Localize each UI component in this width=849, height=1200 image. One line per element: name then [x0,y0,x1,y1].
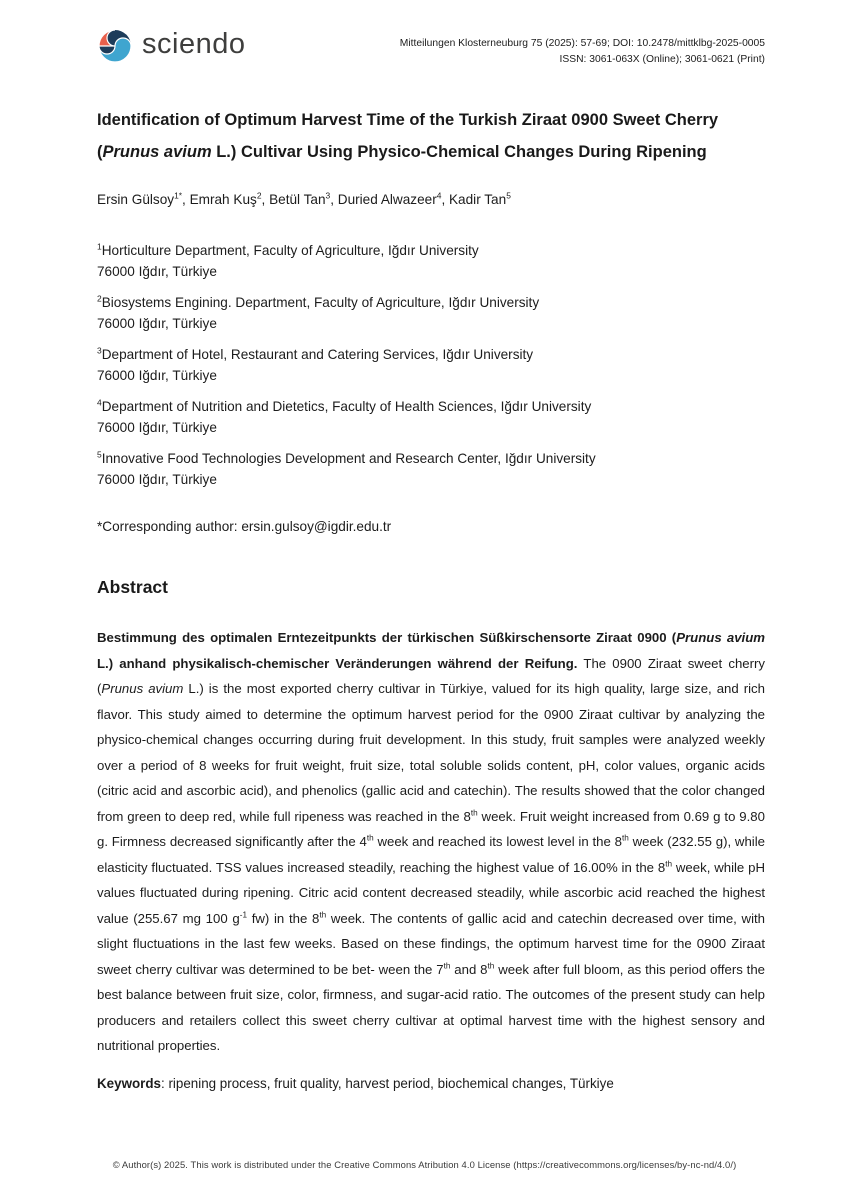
sciendo-logo [97,28,245,64]
journal-info [400,36,765,68]
affiliation-line: $^5$Innovative Food Technologies Development and Research Center, Iğdır University [97,449,596,466]
abstract-heading: Abstract [97,577,168,597]
keywords-line: Keywords: ripening process, fruit quality, harvest period, biochemical changes, Türkiye [97,1075,614,1091]
affiliations-list [97,240,765,490]
page-header [97,0,765,68]
journal-issn-line: ISSN: 3061-063X (Online); 3061-0621 (Print) [559,54,765,65]
brand-name: sciendo [142,27,246,60]
affiliation-2 [97,292,765,334]
article-title: Identification of Optimum Harvest Time of the Turkish Ziraat 0900 Sweet Cherry (Prunus avium L.) Cultivar Using Physico-Chemical Changes During Ripening [97,111,719,161]
affiliation-city-line: 76000 Iğdır, Türkiye [97,264,217,279]
affiliation-city-line: 76000 Iğdır, Türkiye [97,368,217,383]
affiliation-city-line: 76000 Iğdır, Türkiye [97,316,217,331]
affiliation-city-line: 76000 Iğdır, Türkiye [97,420,217,435]
affiliation-line: $^4$Department of Nutrition and Dietetics, Faculty of Health Sciences, Iğdır University [97,397,592,414]
license-text: © Author(s) 2025. This work is distributed under the Creative Commons Atribution 4.0 License (https://creativecommons.org/licenses/by-nc-nd/4.0/) [112,1159,737,1170]
affiliation-line: $^1$Horticulture Department, Faculty of Agriculture, Iğdır University [97,241,479,258]
sciendo-s-icon [97,28,133,64]
affiliation-4 [97,396,765,438]
affiliation-city-line: 76000 Iğdır, Türkiye [97,472,217,487]
corresponding-author-email[interactable]: ersin.gulsoy@igdir.edu.tr [241,519,392,534]
affiliation-3 [97,344,765,386]
page-content [97,0,765,1094]
abstract-paragraph: Bestimmung des optimalen Erntezeitpunkts der türkischen Süßkirschensorte Ziraat 0900 (Prunus avium L.) anhand physikalisch-chemischer Veränderungen während der Reifung. The 0900 Ziraat sweet cherry (Prunus avium L.) is the most exported cherry cultivar in Türkiye, valued for its high quality, large size, and rich flavor. This study aimed to determine the optimum harvest period for the 0900 Ziraat cultivar by analyzing the physico-chemical changes occurring during fruit development. In this study, fruit samples were analyzed weekly over a period of 8 weeks for fruit weight, fruit size, total soluble solids content, pH, color values, organic acids (citric acid and ascorbic acid), and phenolics (gallic acid and catechin). The results showed that the color changed from green to deep red, while full ripeness was reached in the 8th week. Fruit weight increased from 0.69 g to 9.80 g. Firmness decreased significantly after the 4th week and reached its lowest level in the 8th week (232.55 g), while elasticity fluctuated. TSS values increased steadily, reaching the highest value of 16.00% in the 8th week, while pH values fluctuated during ripening. Citric acid content decreased steadily, while ascorbic acid reached the highest value (255.67 mg 100 $g^{-1}$ fw) in the 8th week. The contents of gallic acid and catechin decreased over time, with slight fluctuations in the last few weeks. Based on these findings, the optimum harvest time for the 0900 Ziraat sweet cherry cultivar was determined to be bet- ween the 7th and 8th week after full bloom, as this period offers the best balance between fruit size, color, firmness, and sugar-acid ratio. The outcomes of the present study can help producers and retailers collect this sweet cherry cultivar at optimal harvest time with the highest sensory and nutritional properties. [97,630,766,1053]
affiliation-1 [97,240,765,282]
affiliation-line: $^3$Department of Hotel, Restaurant and Catering Services, Iğdır University [97,345,534,362]
affiliation-5 [97,448,765,490]
page-footer [0,1159,849,1170]
corresponding-author-line [97,517,765,537]
journal-citation-line: Mitteilungen Klosterneuburg 75 (2025): 57-69; DOI: 10.2478/mittklbg-2025-0005 [399,38,765,49]
corresponding-author-label: *Corresponding author: [97,519,242,534]
authors-line: Ersin Gülsoy$^{1*}$, Emrah Kuş$^2$, Betül Tan$^3$, Duried Alwazeer$^4$, Kadir Tan$^5$ [97,190,511,207]
affiliation-line: $^2$Biosystems Engining. Department, Faculty of Agriculture, Iğdır University [97,293,540,310]
